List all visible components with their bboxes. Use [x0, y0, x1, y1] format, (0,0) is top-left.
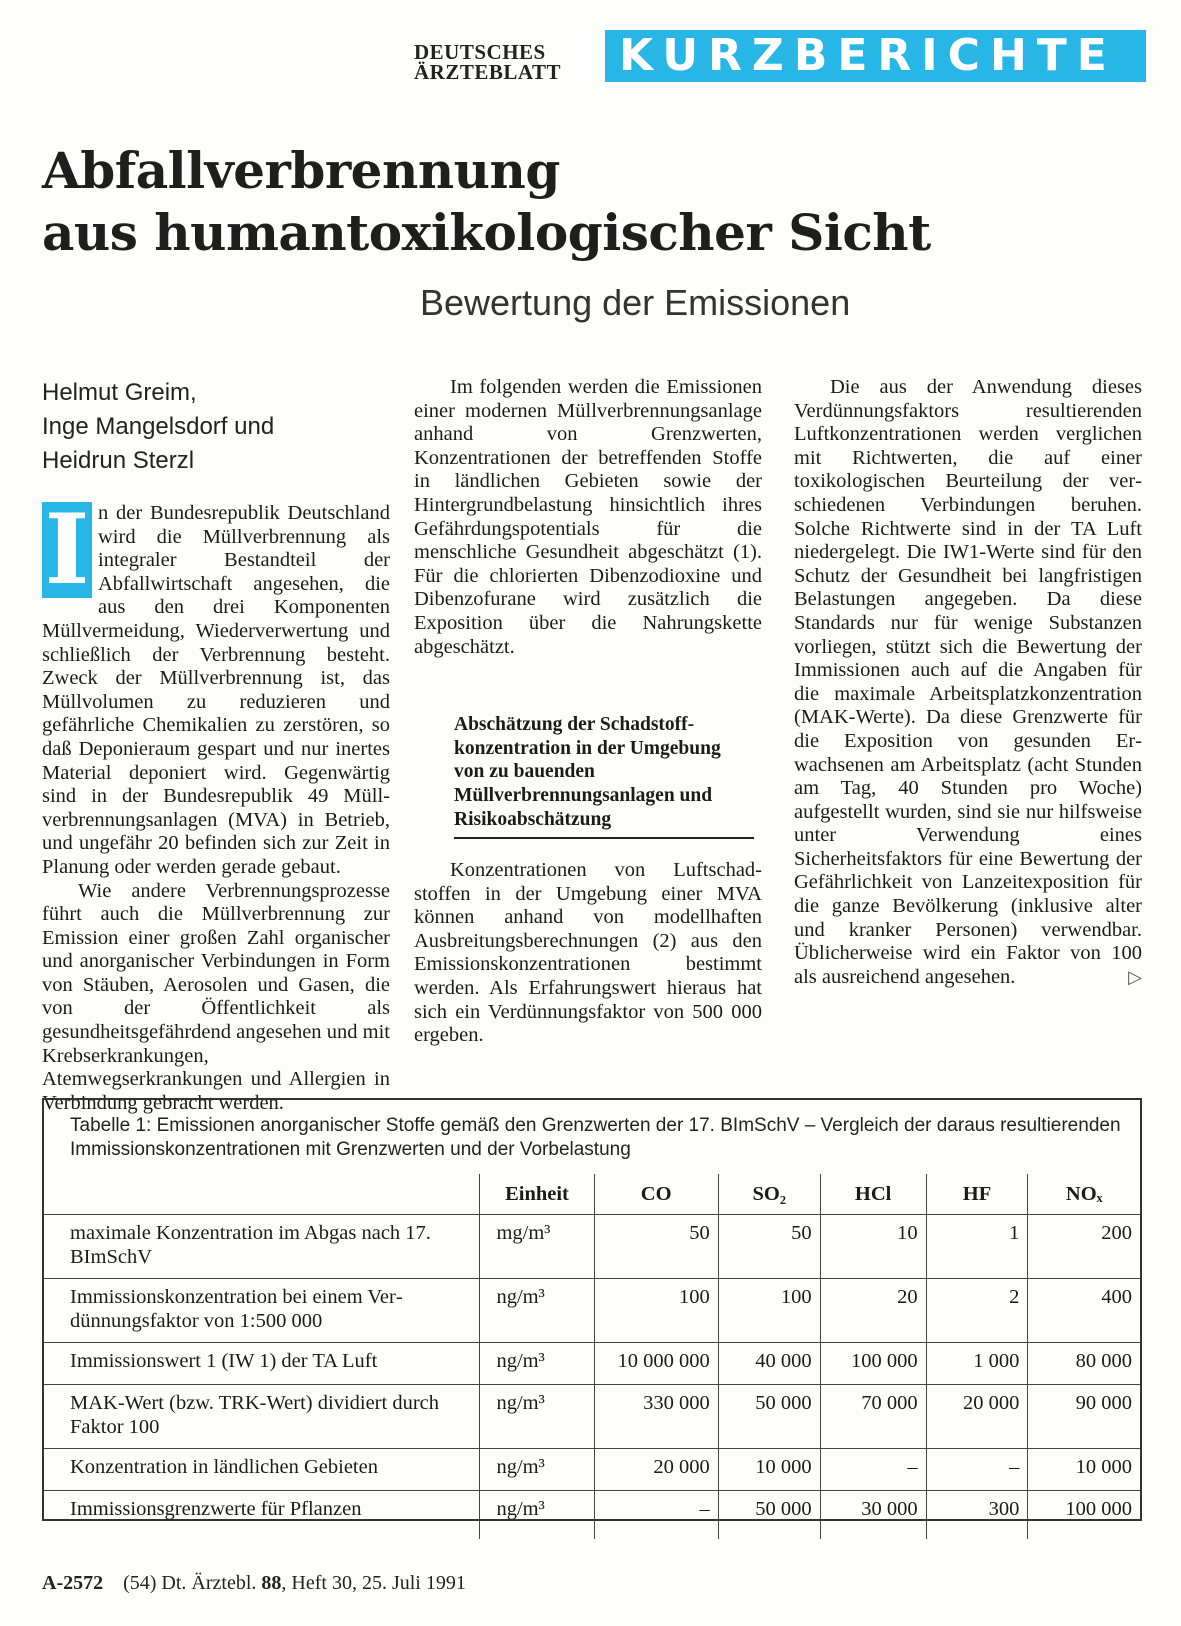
section-banner: KURZBERICHTE: [605, 30, 1146, 82]
table-cell: –: [820, 1449, 926, 1491]
page-number: A-2572: [42, 1572, 104, 1594]
table-caption: Tabelle 1: Emissionen anorganischer Stoffe gemäß den Grenzwerten der 17. BImSchV – Vergleich der daraus resultierenden Immissionskonzentrationen mit Grenzwerten und der Vorbelastung: [70, 1115, 1121, 1160]
logo-line-2: ÄRZTEBLATT: [414, 60, 561, 84]
article-subtitle: Bewertung der Emissionen: [420, 282, 851, 323]
table-cell: MAK-Wert (bzw. TRK-Wert) dividiert durch Faktor 100: [44, 1385, 480, 1449]
paragraph-5: [794, 376, 1142, 989]
table-header: HCl: [820, 1174, 926, 1215]
table-cell: 100 000: [820, 1343, 926, 1385]
masthead: [414, 30, 1146, 82]
table-cell: 100: [718, 1279, 820, 1343]
table-cell: 40 000: [718, 1343, 820, 1385]
table-cell: Konzentration in ländlichen Gebieten: [44, 1449, 480, 1491]
paragraph-1-text: n der Bundesrepublik Deutschland wird die Müllverbrennung als integraler Bestandteil der Abfallwirtschaft angesehen, die aus den drei Komponenten Müllvermeidung, Wiederverwertung und schließlich der Verbrennung besteht. Zweck der Müllverbrennung ist, das Müllvolumen zu reduzieren und gefährliche Chemikalien zu zerstören, so daß Deponieraum gespart und nur inertes Material deponiert wird. Gegenwärtig sind in der Bundesrepublik 49 Müllverbrennungsanlagen (MVA) in Betrieb, und ungefähr 20 befinden sich zur Zeit in Planung oder werden gerade gebaut.: [42, 502, 390, 878]
table-cell: 80 000: [1028, 1343, 1140, 1385]
table-cell: 10 000: [1028, 1449, 1140, 1491]
table-cell: 20 000: [594, 1449, 718, 1491]
table-cell: 50: [594, 1215, 718, 1279]
table-cell: 70 000: [820, 1385, 926, 1449]
table-cell: ng/m³: [480, 1491, 594, 1539]
continue-arrow-icon: ▷: [1128, 966, 1142, 988]
author: Inge Mangelsdorf und: [42, 413, 275, 440]
volume-number: 88: [261, 1572, 282, 1594]
table-cell: Immissionskonzentration bei einem Verdünnungsfaktor von 1:500 000: [44, 1279, 480, 1343]
table-cell: maximale Konzentration im Abgas nach 17. BImSchV: [70, 1222, 431, 1268]
table-row: [44, 1215, 1140, 1279]
text-column-3-flow: [794, 376, 1142, 989]
section-heading: Abschätzung der Schadstoffkonzentration in der Umgebung von zu bauenden Müllverbrennungsanlagen und Risikoabschätzung: [454, 713, 754, 839]
paragraph-3: [414, 376, 762, 659]
table-cell: 50: [718, 1215, 820, 1279]
table-header-row: [44, 1174, 1140, 1215]
paragraph-4: [414, 859, 762, 1048]
journal-citation: (54) Dt. Ärztebl.: [123, 1572, 257, 1594]
table-row: [44, 1385, 1140, 1449]
table-cell: 330 000: [594, 1385, 718, 1449]
paragraph-5-text: Die aus der Anwendung dieses Verdünnungsfaktors resultierenden Luftkonzentrationen werden verglichen mit Richtwerten, die auf einer toxikologischen Beurteilung der verschiedenen Verbindungen beruhen. Solche Richtwerte sind in der TA Luft niedergelegt. Die IW1-Werte sind für den Schutz der Gesundheit bei langfristigen Belastungen angegeben. Da diese Standards nur für wenige Substanzen vorliegen, stützt sich die Bewertung der Immissionen auch auf die Angaben für die maximale Arbeitsplatzkonzentration (MAK-Werte). Da diese Grenzwerte für die Exposition von gesunden Erwachsenen am Arbeitsplatz (acht Stunden am Tag, 40 Stunden pro Woche) aufgestellt wurden, sind sie nur hilfsweise unter Verwendung eines Sicherheitsfaktors für eine Bewertung der Gefährlichkeit von Lanzeitexposition für die ganze Bevölkerung (inklusive alter und kranker Personen) verwendbar. Üblicherweise wird ein Faktor von 100 als ausreichend angesehen.: [794, 376, 1142, 988]
paragraph-4-text: Konzentrationen von Luftschadstoffen in der Umgebung einer MVA können anhand von modellhaften Ausbreitungsberechnungen (2) aus den Emissionskonzentrationen bestimmt werden. Als Erfahrungswert hieraus hat sich ein Verdünnungsfaktor von 500 000 ergeben.: [414, 859, 762, 1047]
paragraph-3-text: Im folgenden werden die Emissionen einer modernen Müllverbrennungsanlage anhand von Grenzwerten, Konzentrationen der betreffenden Stoffe in ländlichen Gebieten sowie der Hintergrundbelastung hinsichtlich ihres Gefährdungspotentials für die menschliche Gesundheit abgeschätzt (1). Für die chlorierten Dibenzodioxine und Dibenzofurane wird zusätzlich die Exposition über die Nahrungskette abgeschätzt.: [414, 376, 762, 658]
table-cell: 400: [1028, 1279, 1140, 1343]
table-cell: 10: [820, 1215, 926, 1279]
table-cell: 2: [926, 1279, 1028, 1343]
table-cell: ng/m³: [480, 1343, 594, 1385]
table-cell: 200: [1028, 1215, 1140, 1279]
table-header: NOₓ: [1028, 1174, 1140, 1215]
table-row: [44, 1449, 1140, 1491]
table-cell: mg/m³: [480, 1215, 594, 1279]
table-header: HF: [926, 1174, 1028, 1215]
journal-logo: [414, 42, 561, 82]
title-line-1: Abfallverbrennung: [42, 141, 560, 200]
table-row: [44, 1279, 1140, 1343]
table-cell: 30 000: [820, 1491, 926, 1539]
table-cell: 20 000: [926, 1385, 1028, 1449]
article-title: [42, 140, 1142, 264]
table-cell: 50 000: [718, 1385, 820, 1449]
logo-line-1: DEUTSCHES: [414, 40, 546, 64]
table-cell: 1: [926, 1215, 1028, 1279]
table-cell: 90 000: [1028, 1385, 1140, 1449]
table-cell: ng/m³: [480, 1279, 594, 1343]
table-cell: ng/m³: [480, 1385, 594, 1449]
author: Heidrun Sterzl: [42, 447, 195, 474]
table-cell: 300: [926, 1491, 1028, 1539]
table-cell: 10 000 000: [594, 1343, 718, 1385]
table-header: SO₂: [718, 1174, 820, 1215]
table-header: [44, 1174, 480, 1215]
table-cell: Immissionsgrenzwerte für Pflanzen: [44, 1491, 480, 1539]
table-header: Einheit: [480, 1174, 594, 1215]
table-cell: 20: [820, 1279, 926, 1343]
table-cell: –: [926, 1449, 1028, 1491]
table-row: [44, 1491, 1140, 1539]
drop-cap: I: [42, 502, 92, 598]
page-footer: [42, 1572, 466, 1595]
emissions-table: [44, 1174, 1140, 1539]
table-header: CO: [594, 1174, 718, 1215]
paragraph-2-text: Wie andere Verbrennungsprozesse führt auch die Müllverbrennung zur Emission einer großen Zahl organischer und anorganischer Verbindungen in Form von Stäuben, Aerosolen und Gasen, die von der Öffentlichkeit als gesundheitsgefährdend angesehen und mit Krebserkrankungen, Atemwegserkrankungen und Allergien in Verbindung gebracht werden.: [42, 879, 390, 1114]
author: Helmut Greim,: [42, 379, 197, 406]
title-line-2: aus humantoxikologischer Sicht: [42, 203, 931, 262]
issue-date: , Heft 30, 25. Juli 1991: [281, 1572, 466, 1594]
table-cell: 100: [594, 1279, 718, 1343]
table-cell: Immissionswert 1 (IW 1) der TA Luft: [44, 1343, 480, 1385]
table-cell: 10 000: [718, 1449, 820, 1491]
paragraph-2: [42, 880, 390, 1116]
author-list: [42, 376, 390, 478]
text-column-1: [42, 376, 390, 1115]
text-flow: [414, 376, 762, 1048]
paragraph-intro: [42, 493, 390, 880]
table-cell: 100 000: [1028, 1491, 1140, 1539]
table-cell: ng/m³: [480, 1449, 594, 1491]
table-cell: –: [594, 1491, 718, 1539]
table-row: [44, 1343, 1140, 1385]
table-cell: 50 000: [718, 1491, 820, 1539]
emissions-table-box: [42, 1098, 1142, 1521]
table-cell: 1 000: [926, 1343, 1028, 1385]
